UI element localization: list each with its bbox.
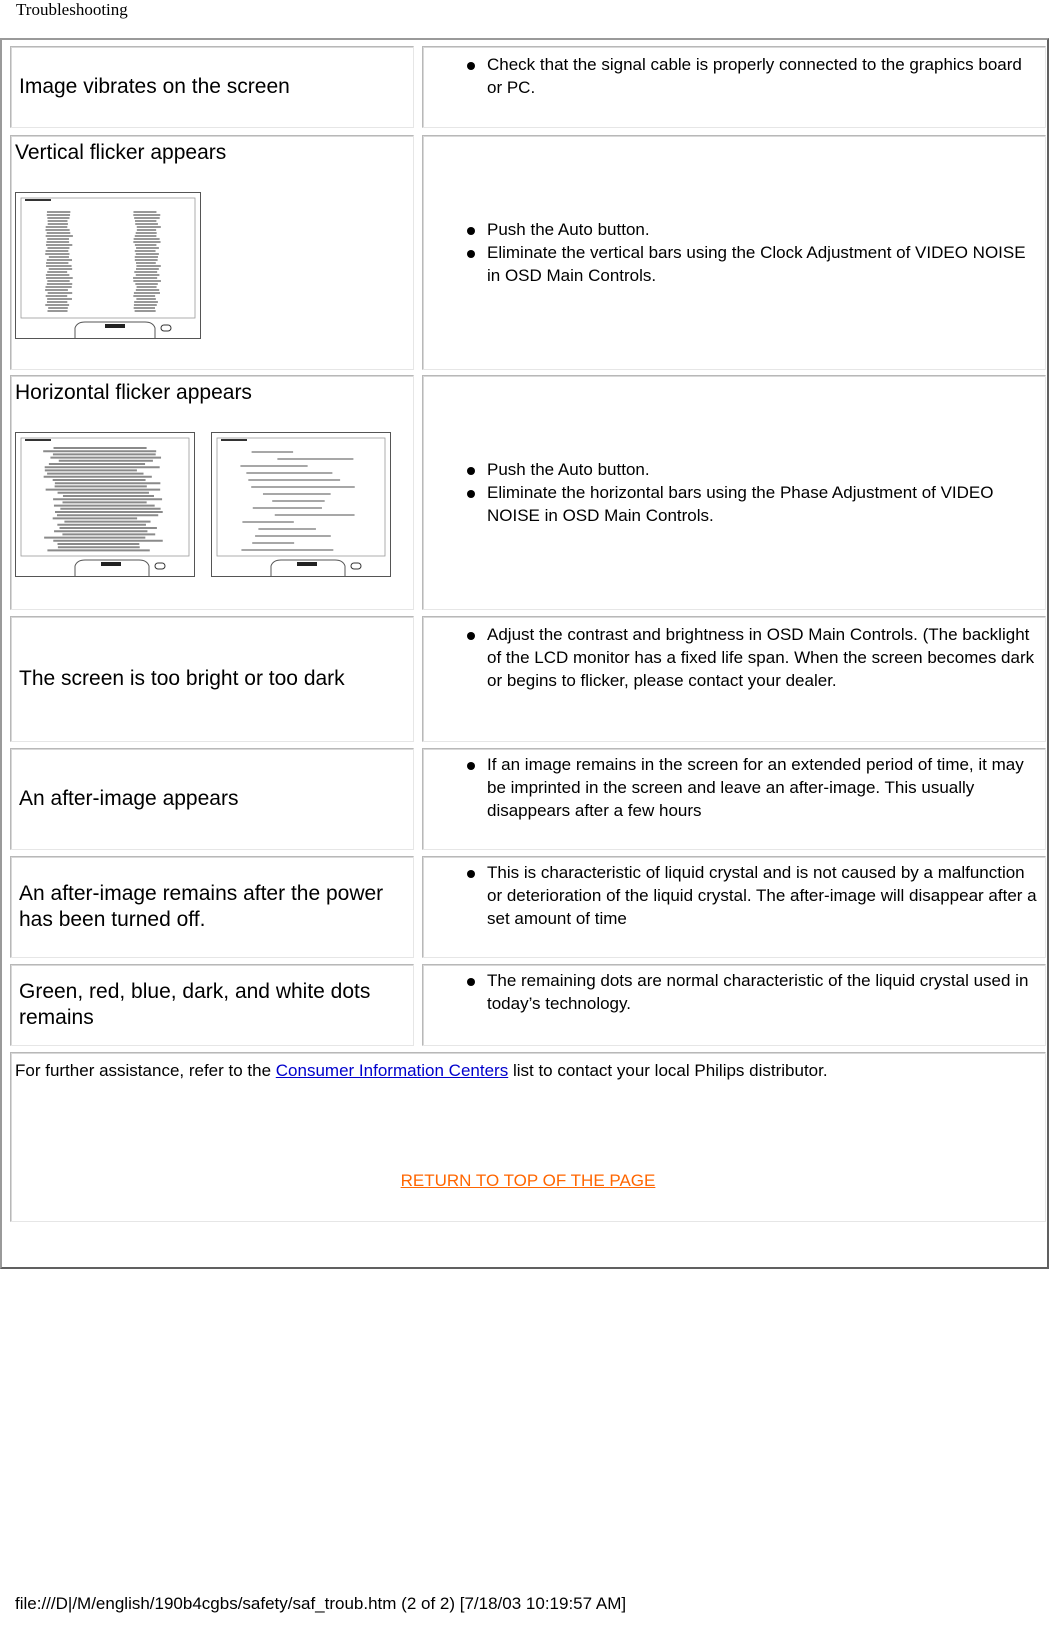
return-to-top-link[interactable]: RETURN TO TOP OF THE PAGE [400,1171,656,1190]
solution-cell [422,856,1046,958]
solution-list [423,623,1045,692]
solution-list [427,458,1041,527]
problem-text: An after-image remains after the power has been turned off. [19,882,384,931]
problem-cell [10,46,414,128]
problem-cell [10,748,414,850]
solution-item: Adjust the contrast and brightness in OSD Main Controls. (The backlight of the LCD monitor has a fixed life span. When the screen becomes dark or begins to flicker, please contact your dealer. [487,623,1037,692]
problem-text: Image vibrates on the screen [19,75,290,98]
solution-item: If an image remains in the screen for an extended period of time, it may be imprinted in the screen and leave an after-image. This usually disappears after a few hours [487,753,1037,822]
page-title: Troubleshooting [16,0,128,19]
monitor-vertical-flicker-icon [15,192,201,340]
problem-text: Vertical flicker appears [15,141,227,164]
footer-text-after: list to contact your local Philips distributor. [508,1061,828,1080]
monitor-horizontal-flicker-dense-icon [15,432,195,578]
status-bar-path: file:///D|/M/english/190b4cgbs/safety/saf_troub.htm (2 of 2) [7/18/03 10:19:57 AM] [15,1594,627,1613]
problem-text: An after-image appears [19,787,239,810]
solution-cell [422,748,1046,850]
solution-list [423,53,1045,99]
problem-cell [10,856,414,958]
problem-text: Green, red, blue, dark, and white dots remains [19,980,371,1029]
problem-cell [10,964,414,1046]
problem-text: Horizontal flicker appears [15,381,252,404]
solution-list [427,218,1041,287]
solution-item: Push the Auto button. [487,218,1033,241]
consumer-information-centers-link[interactable]: Consumer Information Centers [275,1061,509,1080]
problem-cell [10,375,414,610]
footer-text-before: For further assistance, refer to the [15,1061,276,1080]
solution-cell [422,964,1046,1046]
problem-cell [10,616,414,742]
problem-cell [10,135,414,370]
solution-item: Push the Auto button. [487,458,1033,481]
solution-cell [422,616,1046,742]
solution-cell [422,375,1046,610]
solution-item: Eliminate the vertical bars using the Clock Adjustment of VIDEO NOISE in OSD Main Controls. [487,241,1033,287]
footer-text [15,1061,828,1081]
solution-cell [422,135,1046,370]
solution-item: This is characteristic of liquid crystal and is not caused by a malfunction or deterioration of the liquid crystal. The after-image will disappear after a set amount of time [487,863,1037,928]
solution-item: The remaining dots are normal characteristic of the liquid crystal used in today’s technology. [487,969,1037,1015]
problem-text: The screen is too bright or too dark [19,667,345,690]
footer-cell [10,1052,1046,1222]
solution-item: Check that the signal cable is properly connected to the graphics board or PC. [487,53,1037,99]
solution-cell [422,46,1046,128]
troubleshooting-table [0,38,1049,1269]
monitor-horizontal-flicker-sparse-icon [211,432,391,578]
solution-list [423,753,1045,822]
solution-list [423,861,1045,930]
solution-item: Eliminate the horizontal bars using the Phase Adjustment of VIDEO NOISE in OSD Main Controls. [487,481,1033,527]
solution-list [423,969,1045,1015]
